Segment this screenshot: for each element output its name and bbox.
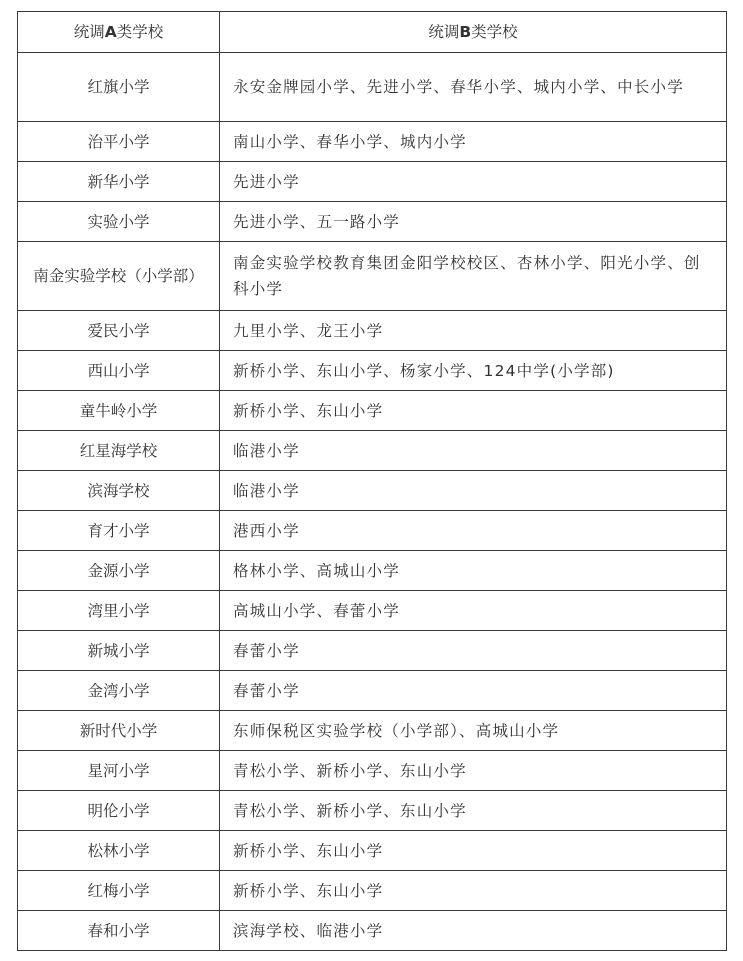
table-row <box>18 162 727 202</box>
school-a-cell: 红星海学校 <box>18 431 220 471</box>
school-a-cell: 治平小学 <box>18 122 220 162</box>
school-b-cell: 青松小学、新桥小学、东山小学 <box>220 751 727 791</box>
header-col-b <box>220 12 727 53</box>
school-a-cell: 松林小学 <box>18 831 220 871</box>
school-b-cell: 东师保税区实验学校（小学部）、高城山小学 <box>220 711 727 751</box>
school-a-cell: 童牛岭小学 <box>18 391 220 431</box>
school-pairing-table <box>17 11 727 951</box>
table-row <box>18 202 727 242</box>
header-col-b-prefix: 统调 <box>428 23 460 41</box>
table-row <box>18 791 727 831</box>
table-row <box>18 831 727 871</box>
table-row <box>18 551 727 591</box>
school-b-cell: 新桥小学、东山小学、杨家小学、124中学(小学部) <box>220 351 727 391</box>
school-a-cell: 金湾小学 <box>18 671 220 711</box>
header-col-a <box>18 12 220 53</box>
school-a-cell: 金源小学 <box>18 551 220 591</box>
school-b-cell: 春蕾小学 <box>220 671 727 711</box>
school-b-cell: 先进小学 <box>220 162 727 202</box>
table-row <box>18 631 727 671</box>
table-header-row <box>18 12 727 53</box>
school-b-cell: 新桥小学、东山小学 <box>220 871 727 911</box>
table-row <box>18 671 727 711</box>
school-b-cell: 港西小学 <box>220 511 727 551</box>
table-row <box>18 431 727 471</box>
school-a-cell: 育才小学 <box>18 511 220 551</box>
school-b-cell: 先进小学、五一路小学 <box>220 202 727 242</box>
table-row <box>18 871 727 911</box>
table-row <box>18 53 727 122</box>
header-col-b-suffix: 类学校 <box>471 23 518 41</box>
school-a-cell: 春和小学 <box>18 911 220 951</box>
school-a-cell: 新城小学 <box>18 631 220 671</box>
table-row <box>18 911 727 951</box>
school-a-cell: 新华小学 <box>18 162 220 202</box>
school-a-cell: 滨海学校 <box>18 471 220 511</box>
table-row <box>18 242 727 311</box>
school-b-cell: 临港小学 <box>220 431 727 471</box>
school-b-cell: 新桥小学、东山小学 <box>220 391 727 431</box>
school-b-cell: 高城山小学、春蕾小学 <box>220 591 727 631</box>
school-a-cell: 爱民小学 <box>18 311 220 351</box>
school-b-cell: 南山小学、春华小学、城内小学 <box>220 122 727 162</box>
school-b-cell: 新桥小学、东山小学 <box>220 831 727 871</box>
school-b-cell: 格林小学、高城山小学 <box>220 551 727 591</box>
school-a-cell: 湾里小学 <box>18 591 220 631</box>
school-a-cell: 明伦小学 <box>18 791 220 831</box>
header-col-a-suffix: 类学校 <box>116 23 164 41</box>
table-row <box>18 591 727 631</box>
school-b-cell: 南金实验学校教育集团金阳学校校区、杏林小学、阳光小学、创科小学 <box>220 242 727 311</box>
school-b-cell: 九里小学、龙王小学 <box>220 311 727 351</box>
table-row <box>18 471 727 511</box>
school-b-cell: 春蕾小学 <box>220 631 727 671</box>
school-a-cell: 西山小学 <box>18 351 220 391</box>
school-b-cell: 青松小学、新桥小学、东山小学 <box>220 791 727 831</box>
table-row <box>18 751 727 791</box>
school-b-cell: 临港小学 <box>220 471 727 511</box>
school-b-cell: 滨海学校、临港小学 <box>220 911 727 951</box>
school-a-cell: 新时代小学 <box>18 711 220 751</box>
header-col-a-prefix: 统调 <box>73 23 105 41</box>
school-a-cell: 红梅小学 <box>18 871 220 911</box>
table-body <box>18 53 727 951</box>
header-col-a-letter: A <box>104 23 117 41</box>
table-row <box>18 511 727 551</box>
table-row <box>18 311 727 351</box>
school-a-cell: 星河小学 <box>18 751 220 791</box>
school-a-cell: 南金实验学校（小学部） <box>18 242 220 311</box>
header-col-b-letter: B <box>459 23 472 41</box>
school-b-cell: 永安金牌园小学、先进小学、春华小学、城内小学、中长小学 <box>220 53 727 122</box>
table-row <box>18 122 727 162</box>
table-row <box>18 711 727 751</box>
table-row <box>18 351 727 391</box>
table-row <box>18 391 727 431</box>
school-a-cell: 实验小学 <box>18 202 220 242</box>
school-a-cell: 红旗小学 <box>18 53 220 122</box>
